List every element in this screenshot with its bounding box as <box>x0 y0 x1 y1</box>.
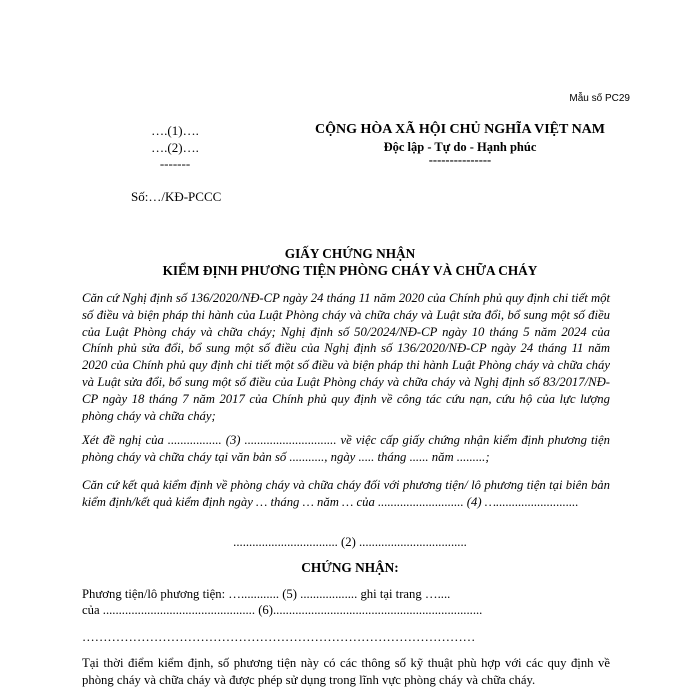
inspection-result-paragraph: Căn cứ kết quả kiểm định về phòng cháy và chữa cháy đối với phương tiện/ lô phương tiện tại biên bản kiểm định/kết quả kiểm định ngày … tháng … năm … của ........................... (4) ….......................... <box>82 478 610 509</box>
agency-line-1: ….(1)…. <box>151 123 199 138</box>
document-title: GIẤY CHỨNG NHẬN <box>284 246 416 261</box>
legal-basis-paragraph: Căn cứ Nghị định số 136/2020/NĐ-CP ngày 24 tháng 11 năm 2020 của Chính phủ quy định chi tiết một số điều và biện pháp thi hành của Luật Phòng cháy và chữa cháy và Luật sửa đổi, bổ sung một số điều của Luật Phòng cháy và chữa cháy; Nghị định số 50/2024/NĐ-CP ngày 10 tháng 5 năm 2024 của Chính phủ sửa đổi, bổ sung một số điều của Nghị định số 136/2020/NĐ-CP ngày 24 tháng 11 năm 2020 của Chính phủ quy định chi tiết một số điều và biện pháp thi hành Luật Phòng cháy và chữa cháy và Luật sửa đổi, bổ sung một số điều của Luật Phòng cháy và chữa cháy và Nghị định số 83/2017/NĐ-CP ngày 18 tháng 7 năm 2017 của Chính phủ quy định về công tác cứu nạn, cứu hộ của lực lượng phòng cháy và chữa cháy; <box>82 291 610 423</box>
vehicle-line-2: của ................................................ (6).................................................................. <box>82 603 483 617</box>
agency-divider: ------- <box>159 156 191 171</box>
document-subtitle: KIỂM ĐỊNH PHƯƠNG TIỆN PHÒNG CHÁY VÀ CHỮA CHÁY <box>162 263 538 278</box>
motto-divider: --------------- <box>428 153 492 167</box>
document-number: Số:…/KĐ-PCCC <box>131 189 222 204</box>
conclusion-paragraph: Tại thời điểm kiểm định, số phương tiện này có các thông số kỹ thuật phù hợp với các quy định về phòng cháy và chữa cháy và được phép sử dụng trong lĩnh vực phòng cháy và chữa cháy. <box>82 656 610 687</box>
nation-motto: Độc lập - Tự do - Hạnh phúc <box>383 140 537 154</box>
certify-heading: CHỨNG NHẬN: <box>301 560 399 575</box>
agency-line-2: ….(2)…. <box>151 140 199 155</box>
nation-name: CỘNG HÒA XÃ HỘI CHỦ NGHĨA VIỆT NAM <box>314 122 605 137</box>
form-number: Mẫu số PC29 <box>569 93 630 104</box>
dotted-line: ………………………………………………………………………………… <box>82 630 476 644</box>
vehicle-line-1: Phương tiện/lô phương tiện: …............ (5) .................. ghi tại trang ….... <box>82 587 451 601</box>
issuer-line: ................................. (2) .................................. <box>233 535 467 549</box>
proposal-paragraph: Xét đề nghị của ................. (3) ............................. về việc cấp giấy chứng nhận kiểm định phương tiện phòng cháy và chữa cháy tại văn bản số ..........., ngày ..... tháng ...... năm .........; <box>82 433 610 464</box>
